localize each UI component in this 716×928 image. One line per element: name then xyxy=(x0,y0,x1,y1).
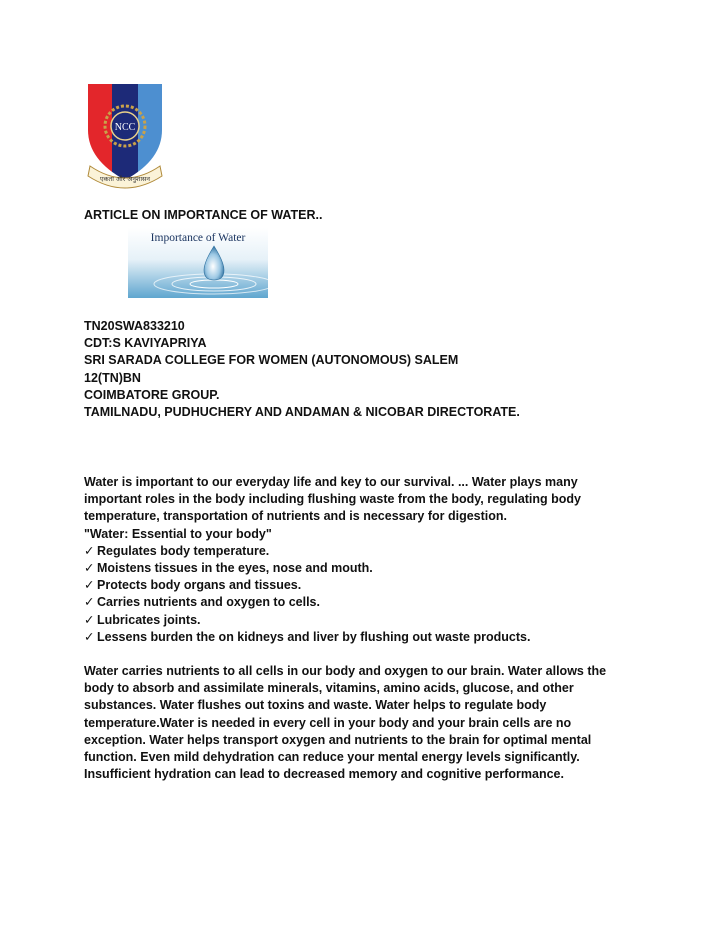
check-mark-icon: ✓ xyxy=(84,560,95,575)
paragraph-spacer xyxy=(84,646,644,663)
closing-line: exception. Water helps transport oxygen and nutrients to the brain for optimal mental xyxy=(84,732,592,747)
closing-line: function. Even mild dehydration can reduce your mental energy levels significantly. xyxy=(84,750,580,764)
cadet-info xyxy=(84,318,520,421)
logo-motto: एकता और अनुशासन xyxy=(99,175,151,183)
check-mark-icon: ✓ xyxy=(84,595,95,610)
check-mark-icon: ✓ xyxy=(84,629,95,644)
check-mark-icon: ✓ xyxy=(84,578,95,593)
article-body xyxy=(84,474,644,783)
check-mark-icon: ✓ xyxy=(84,543,95,558)
group-name: COIMBATORE GROUP. xyxy=(84,387,220,402)
checklist-item: ✓ Lessens burden the on kidneys and liver by flushing out waste products. xyxy=(84,629,644,646)
directorate: TAMILNADU, PUDHUCHERY AND ANDAMAN & NICOBAR DIRECTORATE. xyxy=(84,404,520,419)
check-mark-icon: ✓ xyxy=(84,612,95,627)
closing-line: Water carries nutrients to all cells in our body and oxygen to our brain. Water allows the xyxy=(84,664,607,679)
banner-caption: Importance of Water xyxy=(150,232,246,244)
intro-quote: "Water: Essential to your body" xyxy=(84,526,272,541)
checklist-item: ✓ Regulates body temperature. xyxy=(84,543,644,560)
intro-line: Water is important to our everyday life and key to our survival. ... Water plays many xyxy=(84,475,578,489)
closing-line: temperature.Water is needed in every cell in your body and your brain cells are no xyxy=(84,715,572,730)
logo-text: NCC xyxy=(114,122,136,133)
closing-line: substances. Water flushes out toxins and waste. Water helps to regulate body xyxy=(84,698,547,713)
article-title: ARTICLE ON IMPORTANCE OF WATER.. xyxy=(84,208,323,222)
water-banner-image xyxy=(128,228,268,298)
checklist-item: ✓ Carries nutrients and oxygen to cells. xyxy=(84,594,644,611)
cadet-regimental-number: TN20SWA833210 xyxy=(84,319,185,333)
cadet-name: CDT:S KAVIYAPRIYA xyxy=(84,336,207,351)
battalion: 12(TN)BN xyxy=(84,370,141,385)
college-name: SRI SARADA COLLEGE FOR WOMEN (AUTONOMOUS) SALEM xyxy=(84,353,459,368)
checklist-item: ✓ Lubricates joints. xyxy=(84,612,644,629)
ncc-crest-icon xyxy=(84,80,166,190)
intro-line: temperature, transportation of nutrients and is necessary for digestion. xyxy=(84,509,507,524)
closing-line: body to absorb and assimilate minerals, vitamins, amino acids, glucose, and other xyxy=(84,681,574,696)
water-drop-icon xyxy=(128,228,268,298)
closing-line: Insufficient hydration can lead to decreased memory and cognitive performance. xyxy=(84,767,564,782)
checklist-item: ✓ Moistens tissues in the eyes, nose and mouth. xyxy=(84,560,644,577)
intro-line: important roles in the body including flushing waste from the body, regulating body xyxy=(84,492,582,507)
checklist-item: ✓ Protects body organs and tissues. xyxy=(84,577,644,594)
